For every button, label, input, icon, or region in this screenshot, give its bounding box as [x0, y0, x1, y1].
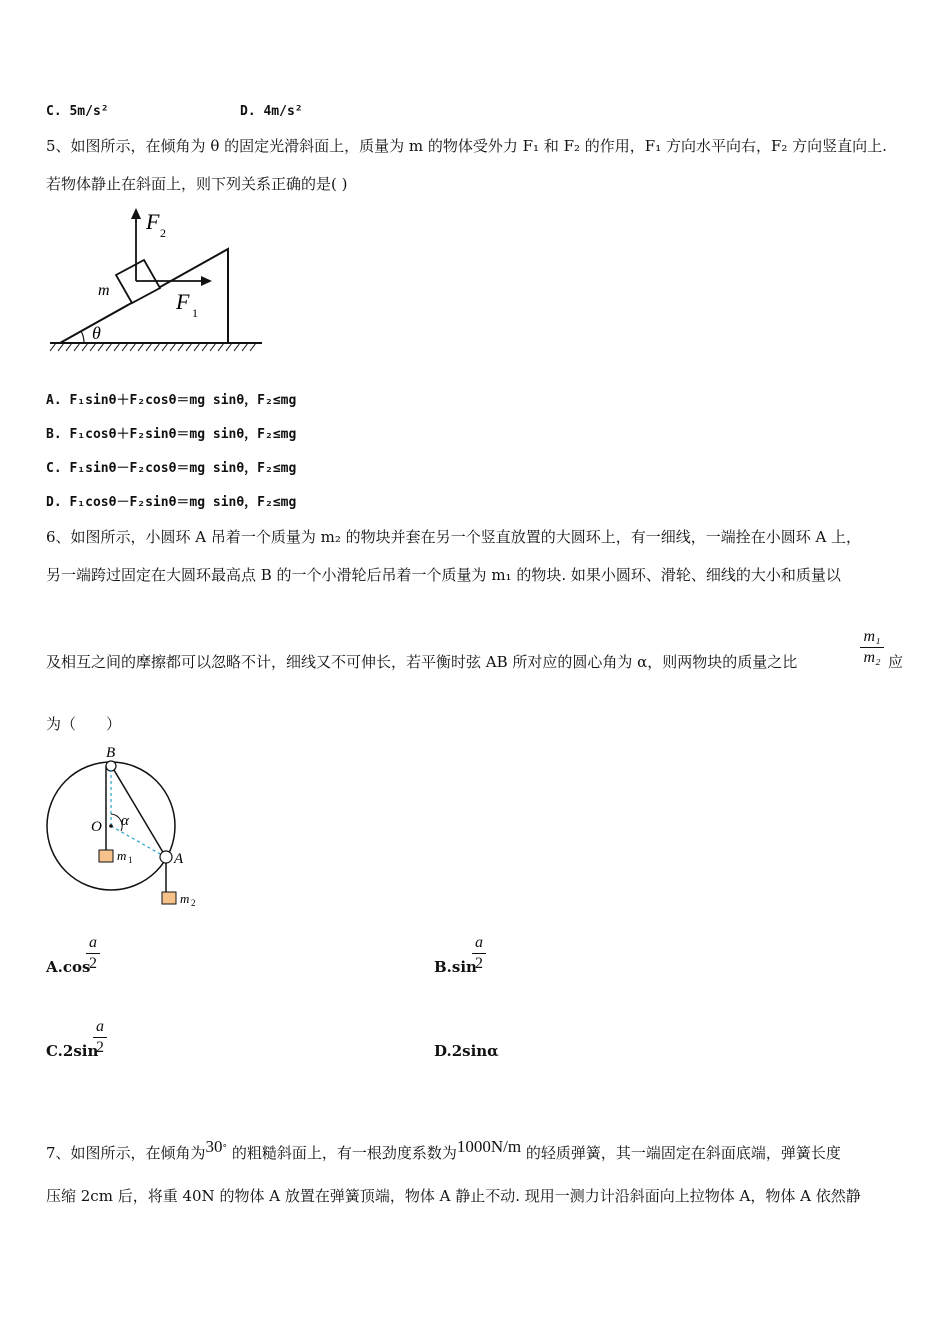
fraction-num: a [89, 934, 97, 951]
q5-option-c: C. F₁sinθ－F₂cosθ＝mg sinθ，F₂≤mg [46, 461, 297, 476]
option-d-prev: D. 4m/s² [240, 104, 303, 119]
label-alpha: α [121, 813, 129, 829]
label-b: B [106, 745, 116, 761]
fraction-den: 2 [475, 955, 483, 972]
f1-label: F [176, 289, 190, 314]
q6-stem-line4: 为（ ） [46, 715, 122, 733]
q5-option-b: B. F₁cosθ＋F₂sinθ＝mg sinθ，F₂≤mg [46, 427, 297, 442]
q6-option-a-prefix: A.cos [46, 958, 91, 976]
q6-stem-line1: 6、如图所示，小圆环 A 吊着一个质量为 m₂ 的物块并套在另一个竖直放置的大圆环上，有一细线，一端拴在小圆环 A 上， [46, 528, 862, 546]
q6-option-c-prefix: C.2sin [46, 1042, 99, 1060]
q7-stem-line1 [46, 1137, 841, 1163]
q7-stem-line2: 压缩 2cm 后，将重 40N 的物体 A 放置在弹簧顶端，物体 A 静止不动. 现用一测力计沿斜面向上拉物体 A，物体 A 依然静 [46, 1187, 861, 1205]
label-m2-sub: 2 [191, 898, 196, 908]
option-c-prev: C. 5m/s² [46, 104, 109, 119]
q6-option-c-fraction [93, 1018, 107, 1057]
q6-stem-line3-end: 应 [888, 653, 904, 671]
fraction-den: 2 [89, 955, 97, 972]
theta-label: θ [92, 323, 101, 343]
label-o: O [91, 819, 102, 835]
label-m1: m [117, 848, 127, 863]
q7-text-b: 的粗糙斜面上，有一根劲度系数为 [231, 1144, 457, 1162]
label-m2: m [180, 891, 190, 906]
fraction-den: 2 [96, 1039, 104, 1056]
label-m1-sub: 1 [128, 855, 133, 865]
q5-option-a: A. F₁sinθ＋F₂cosθ＝mg sinθ，F₂≤mg [46, 393, 297, 408]
q7-angle: 30 [205, 1137, 223, 1156]
f1-sub: 1 [192, 306, 198, 320]
q7-text-c: 的轻质弹簧，其一端固定在斜面底端，弹簧长度 [525, 1144, 841, 1162]
q5-stem-line2: 若物体静止在斜面上，则下列关系正确的是( ) [46, 175, 348, 193]
q5-stem-line1: 5、如图所示，在倾角为 θ 的固定光滑斜面上，质量为 m 的物体受外力 F₁ 和 F₂ 的作用，F₁ 方向水平向右，F₂ 方向竖直向上. [46, 137, 887, 155]
f2-sub: 2 [160, 226, 166, 240]
q6-option-d: D.2sinα [434, 1042, 499, 1060]
ratio-numerator: m₁ [863, 628, 881, 645]
q6-mass-ratio [860, 628, 884, 667]
q7-stiffness: 1000N/m [456, 1137, 522, 1156]
q6-option-a-fraction [86, 934, 100, 973]
q5-incline-figure [46, 205, 276, 355]
q6-stem-line3: 及相互之间的摩擦都可以忽略不计，细线又不可伸长，若平衡时弦 AB 所对应的圆心角为 α，则两物块的质量之比 [46, 653, 798, 671]
label-a: A [174, 851, 184, 867]
f2-label: F [146, 209, 160, 234]
mass-label: m [98, 282, 110, 299]
q6-option-b-fraction [472, 934, 486, 973]
q6-stem-line2: 另一端跨过固定在大圆环最高点 B 的一个小滑轮后吊着一个质量为 m₁ 的物块. 如果小圆环、滑轮、细线的大小和质量以 [46, 566, 841, 584]
q6-circle-figure [40, 742, 210, 912]
q7-text-a: 7、如图所示，在倾角为 [46, 1144, 206, 1162]
q6-option-b-prefix: B.sin [434, 958, 477, 976]
q7-angle-degree: ° [222, 1144, 228, 1154]
fraction-num: a [96, 1018, 104, 1035]
fraction-num: a [475, 934, 483, 951]
q5-option-d: D. F₁cosθ－F₂sinθ＝mg sinθ，F₂≤mg [46, 495, 297, 510]
ratio-denominator: m₂ [863, 649, 881, 666]
